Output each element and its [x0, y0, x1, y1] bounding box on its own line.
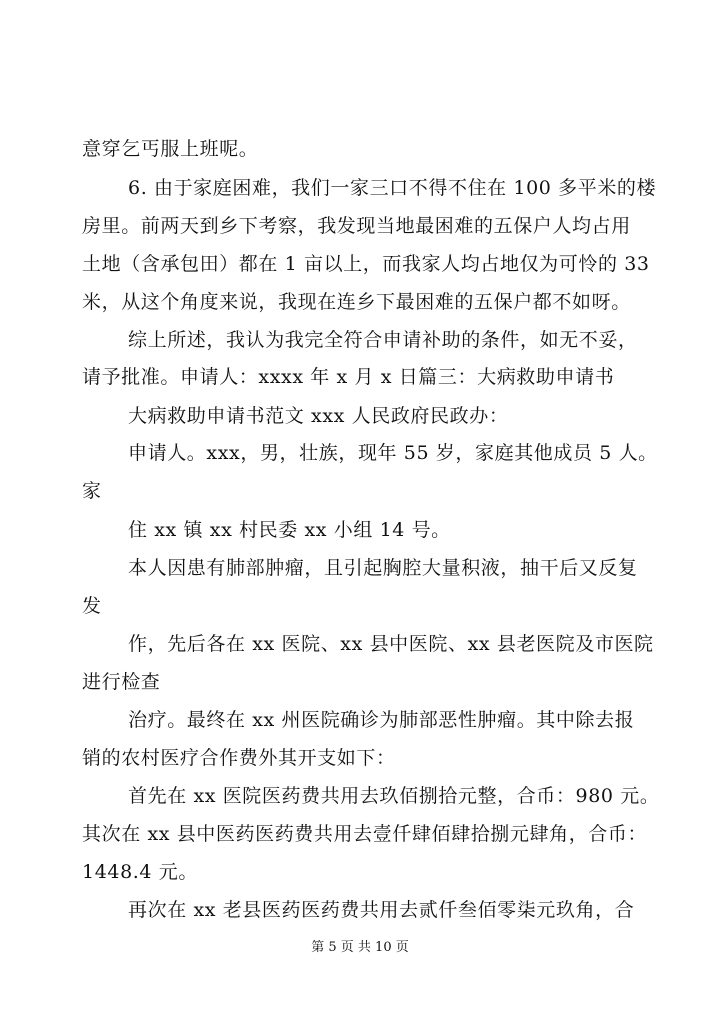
text-line: 再次在 xx 老县医药医药费共用去贰仟叁佰零柒元玖角，合 — [128, 899, 635, 921]
text-line: 治疗。最终在 xx 州医院确诊为肺部恶性肿瘤。其中除去报 — [128, 709, 635, 731]
text-line: 意穿乞丐服上班呢。 — [82, 138, 259, 160]
page-footer: 第 5 页 共 10 页 — [311, 940, 409, 955]
text-line: 首先在 xx 医院医药费共用去玖佰捌拾元整，合币：980 元。 — [128, 785, 660, 807]
text-line: 销的农村医疗合作费外其开支如下： — [82, 747, 396, 769]
text-line: 住 xx 镇 xx 村民委 xx 小组 14 号。 — [128, 519, 451, 541]
text-line: 大病救助申请书范文 xxx 人民政府民政办： — [128, 405, 509, 427]
text-line: 家 — [82, 480, 102, 502]
text-line: 本人因患有肺部肿瘤，且引起胸腔大量积液，抽干后又反复 — [128, 557, 638, 579]
text-line: 申请人。xxx，男，壮族，现年 55 岁，家庭其他成员 5 人。 — [128, 442, 658, 464]
text-line: 6. 由于家庭困难，我们一家三口不得不住在 100 多平米的楼 — [128, 177, 657, 199]
text-line: 请予批准。申请人：xxxx 年 x 月 x 日篇三：大病救助申请书 — [82, 366, 615, 388]
text-line: 发 — [82, 595, 102, 617]
text-line: 进行检查 — [82, 671, 161, 693]
text-line: 综上所述，我认为我完全符合申请补助的条件，如无不妥， — [128, 329, 638, 351]
text-line: 1448.4 元。 — [82, 861, 198, 883]
text-line: 房里。前两天到乡下考察，我发现当地最困难的五保户人均占用 — [82, 215, 631, 237]
text-line: 作，先后各在 xx 医院、xx 县中医院、xx 县老医院及市医院 — [128, 633, 654, 655]
text-line: 其次在 xx 县中医药医药费共用去壹仟肆佰肆拾捌元肆角，合币： — [82, 823, 648, 845]
text-line: 土地（含承包田）都在 1 亩以上，而我家人均占地仅为可怜的 33 — [82, 253, 650, 275]
text-line: 米，从这个角度来说，我现在连乡下最困难的五保户都不如呀。 — [82, 291, 631, 313]
